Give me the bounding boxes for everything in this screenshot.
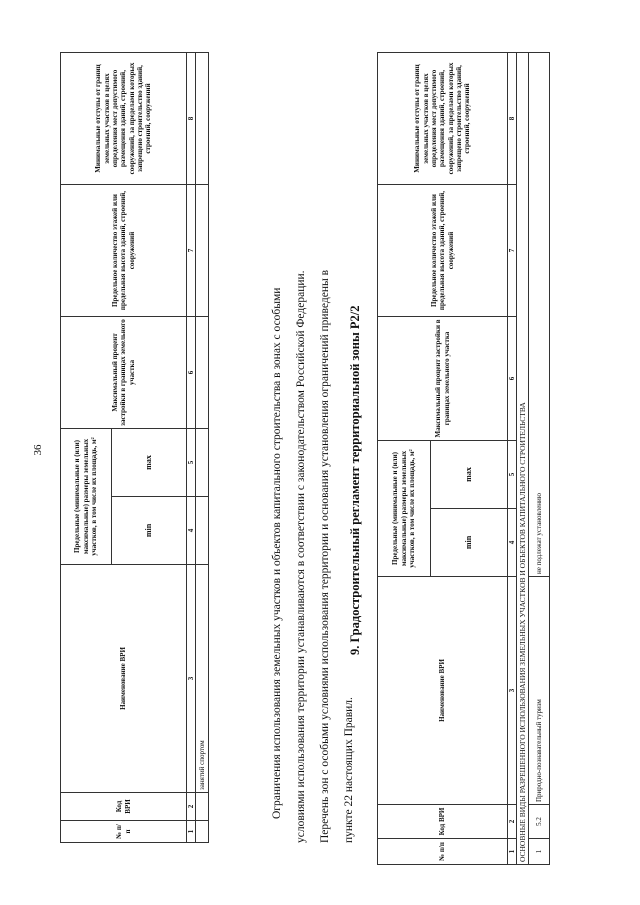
cell-vri-code: 5.2 bbox=[529, 805, 550, 839]
cell-min bbox=[196, 497, 209, 565]
header-vri-code: Код ВРИ bbox=[61, 793, 187, 821]
column-number: 4 bbox=[187, 497, 196, 565]
table-header-row bbox=[61, 53, 112, 843]
page-number: 36 bbox=[32, 444, 44, 456]
column-number: 6 bbox=[508, 317, 517, 441]
header-max-floors: Предельное количество этажей или предельная высота зданий, строений, сооружений bbox=[378, 185, 508, 317]
header-min-setbacks: Минимальные отступы от границ земельных участков в целях определения мест допустимого размещения зданий, строений, сооружений, за пределами которых запрещено строительство зданий, строений, сооружений bbox=[61, 53, 187, 185]
table-continuation bbox=[60, 52, 209, 843]
header-max-build-percent: Максимальный процент застройки в границах земельного участка bbox=[378, 317, 508, 441]
cell-setbacks bbox=[196, 53, 209, 185]
column-number: 3 bbox=[508, 577, 517, 805]
column-number: 5 bbox=[508, 441, 517, 509]
column-number: 7 bbox=[508, 185, 517, 317]
column-number: 6 bbox=[187, 317, 196, 429]
column-number: 5 bbox=[187, 429, 196, 497]
column-number-row bbox=[187, 53, 196, 843]
cell-max bbox=[196, 429, 209, 497]
column-number: 8 bbox=[187, 53, 196, 185]
header-vri-code: Код ВРИ bbox=[378, 805, 508, 839]
cell-row-number bbox=[196, 821, 209, 843]
cell-not-established-note: не подлежат установлению bbox=[529, 53, 550, 577]
paragraph-line: условиями использования территории устанавливаются в соответствии с законодательством Российской Федерации. bbox=[295, 270, 307, 843]
column-number: 8 bbox=[508, 53, 517, 185]
cell-build-percent bbox=[196, 317, 209, 429]
table-row bbox=[529, 53, 550, 865]
column-number: 3 bbox=[187, 565, 196, 793]
table-zone-regulation bbox=[377, 52, 550, 865]
header-row-number: № п/п bbox=[61, 821, 187, 843]
column-number-row bbox=[508, 53, 517, 865]
header-plot-size: Предельные (минимальные и (или) максимальные) размеры земельных участков, в том числе их площадь, м² bbox=[378, 441, 431, 577]
header-plot-size: Предельные (минимальные и (или) максимальные) размеры земельных участков, в том числе их площадь, м² bbox=[61, 429, 112, 565]
header-max-build-percent: Максимальный процент застройки в границах земельного участка bbox=[61, 317, 187, 429]
cell-vri-name: занятий спортом bbox=[196, 565, 209, 793]
cell-floors bbox=[196, 185, 209, 317]
header-row-number: № п/п bbox=[378, 839, 508, 865]
header-min: min bbox=[431, 509, 508, 577]
column-number: 7 bbox=[187, 185, 196, 317]
header-vri-name: Наименование ВРИ bbox=[378, 577, 508, 805]
header-min: min bbox=[112, 497, 187, 565]
table-row bbox=[196, 53, 209, 843]
column-number: 2 bbox=[508, 805, 517, 839]
table-section-row bbox=[517, 53, 529, 865]
paragraph-line: Ограничения использования земельных участков и объектов капитального строительства в зонах с особыми bbox=[271, 287, 283, 819]
paragraph-line: Перечень зон с особыми условиями использования территории и основания установления ограничений приведены в bbox=[319, 269, 331, 843]
column-number: 1 bbox=[187, 821, 196, 843]
header-max-floors: Предельное количество этажей или предельная высота зданий, строений, сооружений bbox=[61, 185, 187, 317]
header-vri-name: Наименование ВРИ bbox=[61, 565, 187, 793]
header-min-setbacks: Минимальные отступы от границ земельных участков в целях определения мест допустимого размещения зданий, строений, сооружений, за пределами которых запрещено строительство зданий, строений, сооружений bbox=[378, 53, 508, 185]
cell-vri-code bbox=[196, 793, 209, 821]
column-number: 4 bbox=[508, 509, 517, 577]
cell-row-number: 1 bbox=[529, 839, 550, 865]
paragraph-line: пункте 22 настоящих Правил. bbox=[343, 697, 355, 843]
section-heading-main-uses: ОСНОВНЫЕ ВИДЫ РАЗРЕШЕННОГО ИСПОЛЬЗОВАНИЯ ЗЕМЕЛЬНЫХ УЧАСТКОВ И ОБЪЕКТОВ КАПИТАЛЬНОГО СТРОИТЕЛЬСТВА bbox=[517, 53, 529, 865]
header-max: max bbox=[431, 441, 508, 509]
table-header-row bbox=[378, 53, 431, 865]
column-number: 1 bbox=[508, 839, 517, 865]
column-number: 2 bbox=[187, 793, 196, 821]
header-max: max bbox=[112, 429, 187, 497]
cell-vri-name: Природно-познавательный туризм bbox=[529, 577, 550, 805]
restrictions-paragraph bbox=[265, 51, 361, 843]
section-title: 9. Градостроительный регламент территориальной зоны Р2/2 bbox=[348, 305, 362, 655]
